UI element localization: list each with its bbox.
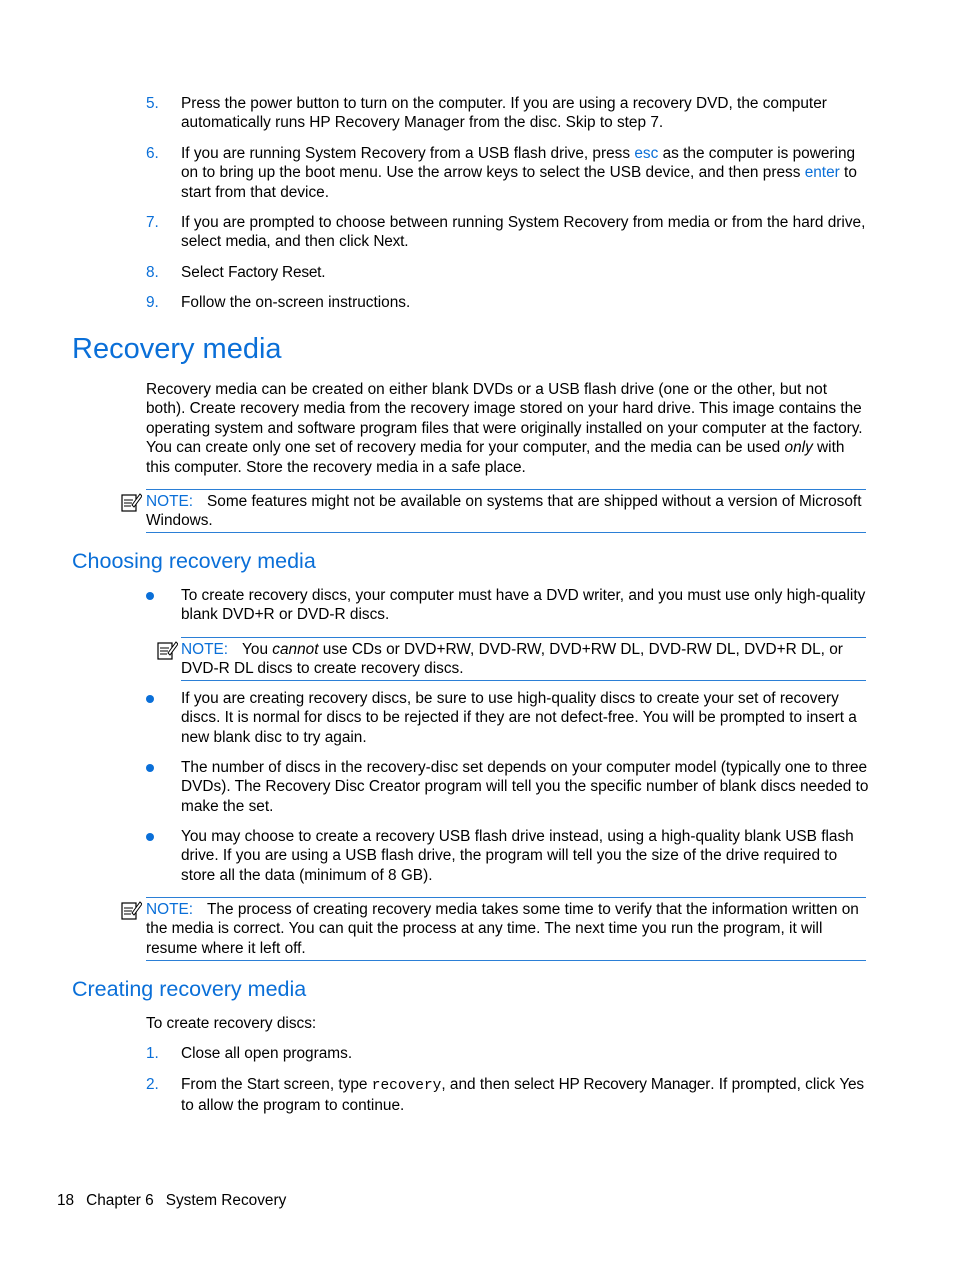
note-box	[146, 489, 866, 533]
note-box	[146, 897, 866, 961]
intro-line: To create recovery discs:	[146, 1015, 317, 1032]
subsection-title: Choosing recovery media	[72, 549, 316, 573]
ui-term: Next	[373, 233, 405, 251]
step-text: Close all open programs.	[181, 1045, 353, 1062]
typed-command: recovery	[371, 1078, 442, 1094]
ui-term: Factory Reset	[228, 264, 322, 281]
ui-term: media	[225, 233, 267, 251]
bullet-text: To create recovery discs, your computer must have a DVD writer, and you must use only high-quality blank DVD+R or DVD-R discs.	[181, 587, 866, 624]
intro-paragraph: Recovery media can be created on either blank DVDs or a USB flash drive (one or the other, but not both). Create recovery media from the recovery image stored on your hard drive. This image contains the operating system and software program files that were originally installed on your computer at the factory. You can create only one set of recovery media for your computer, and the media can be used only with this computer. Store the recovery media in a safe place.	[146, 381, 863, 476]
step-number: 5.	[146, 95, 159, 112]
bullet-icon	[146, 833, 154, 841]
step-text: If you are running System Recovery from a USB flash drive, press esc as the computer is powering on to bring up the boot menu. Use the arrow keys to select the USB device, and then press enter to start from that device.	[181, 145, 857, 201]
ui-term: Yes	[839, 1076, 864, 1093]
note-text: The process of creating recovery media takes some time to verify that the information written on the media is correct. You can quit the process at any time. The next time you run the program, it will resume where it left off.	[146, 901, 859, 957]
note-label: NOTE:	[146, 493, 194, 510]
page-footer	[57, 1191, 298, 1210]
step-text: If you are prompted to choose between running System Recovery from media or from the hard drive, select media, and then click Next.	[181, 214, 866, 251]
section-title: Recovery media	[72, 333, 282, 365]
note-text: Some features might not be available on systems that are shipped without a version of Microsoft Windows.	[146, 493, 862, 530]
step-text: Press the power button to turn on the computer. If you are using a recovery DVD, the computer automatically runs HP Recovery Manager from the disc. Skip to step 7.	[181, 95, 827, 132]
note-label: NOTE:	[181, 641, 229, 658]
bullet-text: You may choose to create a recovery USB flash drive instead, using a high-quality blank USB flash drive. If you are using a USB flash drive, the program will tell you the size of the drive required to store all the data (minimum of 8 GB).	[181, 828, 854, 884]
page-number: 18	[57, 1192, 75, 1209]
note-label: NOTE:	[146, 901, 194, 918]
note-box: NOTE: You cannot use CDs or DVD+RW, DVD-RW, DVD+RW DL, DVD-RW DL, DVD+R DL, or DVD-R DL discs to create recovery discs.	[181, 637, 866, 681]
chapter-title: System Recovery	[165, 1192, 287, 1209]
note-icon	[156, 639, 178, 661]
bullet-icon	[146, 592, 154, 600]
step-number: 8.	[146, 264, 159, 281]
key-esc: esc	[634, 145, 659, 162]
bullet-icon	[146, 695, 154, 703]
subsection-title: Creating recovery media	[72, 977, 307, 1001]
step-number: 1.	[146, 1045, 159, 1062]
step-number: 6.	[146, 145, 159, 162]
step-text: From the Start screen, type recovery, and then select HP Recovery Manager. If prompted, click Yes to allow the program to continue.	[181, 1076, 864, 1115]
step-number: 7.	[146, 214, 159, 231]
step-number: 9.	[146, 294, 159, 311]
chapter-label: Chapter 6	[86, 1192, 154, 1209]
key-enter: enter	[804, 164, 840, 182]
step-text: Select Factory Reset.	[181, 264, 326, 281]
note-icon	[120, 491, 142, 513]
step-text: Follow the on-screen instructions.	[181, 294, 411, 311]
ui-term: HP Recovery Manager	[558, 1076, 711, 1093]
bullet-icon	[146, 764, 154, 772]
bullet-text: The number of discs in the recovery-disc set depends on your computer model (typically one to three DVDs). The Recovery Disc Creator program will tell you the specific number of blank discs needed to make the set.	[181, 759, 869, 815]
note-icon	[120, 899, 142, 921]
step-number: 2.	[146, 1076, 159, 1093]
bullet-text: If you are creating recovery discs, be sure to use high-quality discs to create your set of recovery discs. It is normal for discs to be rejected if they are not defect-free. You will be prompted to insert a new blank disc to try again.	[181, 690, 857, 746]
